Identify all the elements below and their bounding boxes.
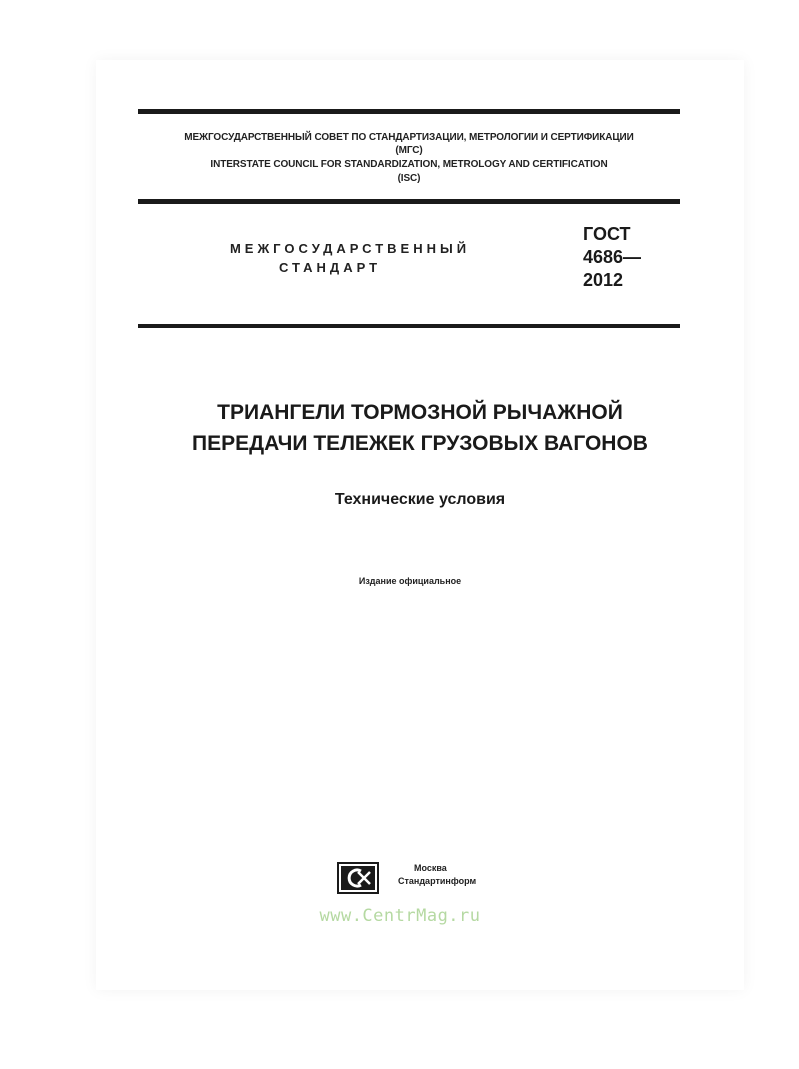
document-title-line1: ТРИАНГЕЛИ ТОРМОЗНОЙ РЫЧАЖНОЙ (217, 401, 623, 424)
council-name-ru: МЕЖГОСУДАРСТВЕННЫЙ СОВЕТ ПО СТАНДАРТИЗАЦИИ, МЕТРОЛОГИИ И СЕРТИФИКАЦИИ (184, 132, 634, 143)
standartinform-logo-icon (337, 862, 379, 894)
document-title-line2: ПЕРЕДАЧИ ТЕЛЕЖЕК ГРУЗОВЫХ ВАГОНОВ (192, 432, 648, 455)
publisher-name: Стандартинформ (398, 876, 477, 886)
standard-type-line1: МЕЖГОСУДАРСТВЕННЫЙ (229, 241, 471, 256)
council-abbr-ru: (МГС) (395, 145, 423, 156)
header-top-rule (138, 109, 680, 114)
edition-note: Издание официальное (358, 576, 462, 586)
watermark-url: www.CentrMag.ru (319, 906, 481, 926)
publisher-city: Москва (414, 863, 447, 873)
header-middle-rule (138, 199, 680, 204)
council-abbr-en: (ISC) (397, 173, 421, 184)
header-bottom-rule (138, 324, 680, 328)
council-name-en: INTERSTATE COUNCIL FOR STANDARDIZATION, METROLOGY AND CERTIFICATION (210, 159, 608, 170)
gost-label: ГОСТ (583, 224, 631, 244)
standard-type-line2: СТАНДАРТ (278, 260, 382, 275)
gost-number: 4686— (583, 247, 642, 267)
document-subtitle: Технические условия (334, 491, 506, 508)
gost-year: 2012 (583, 270, 624, 290)
